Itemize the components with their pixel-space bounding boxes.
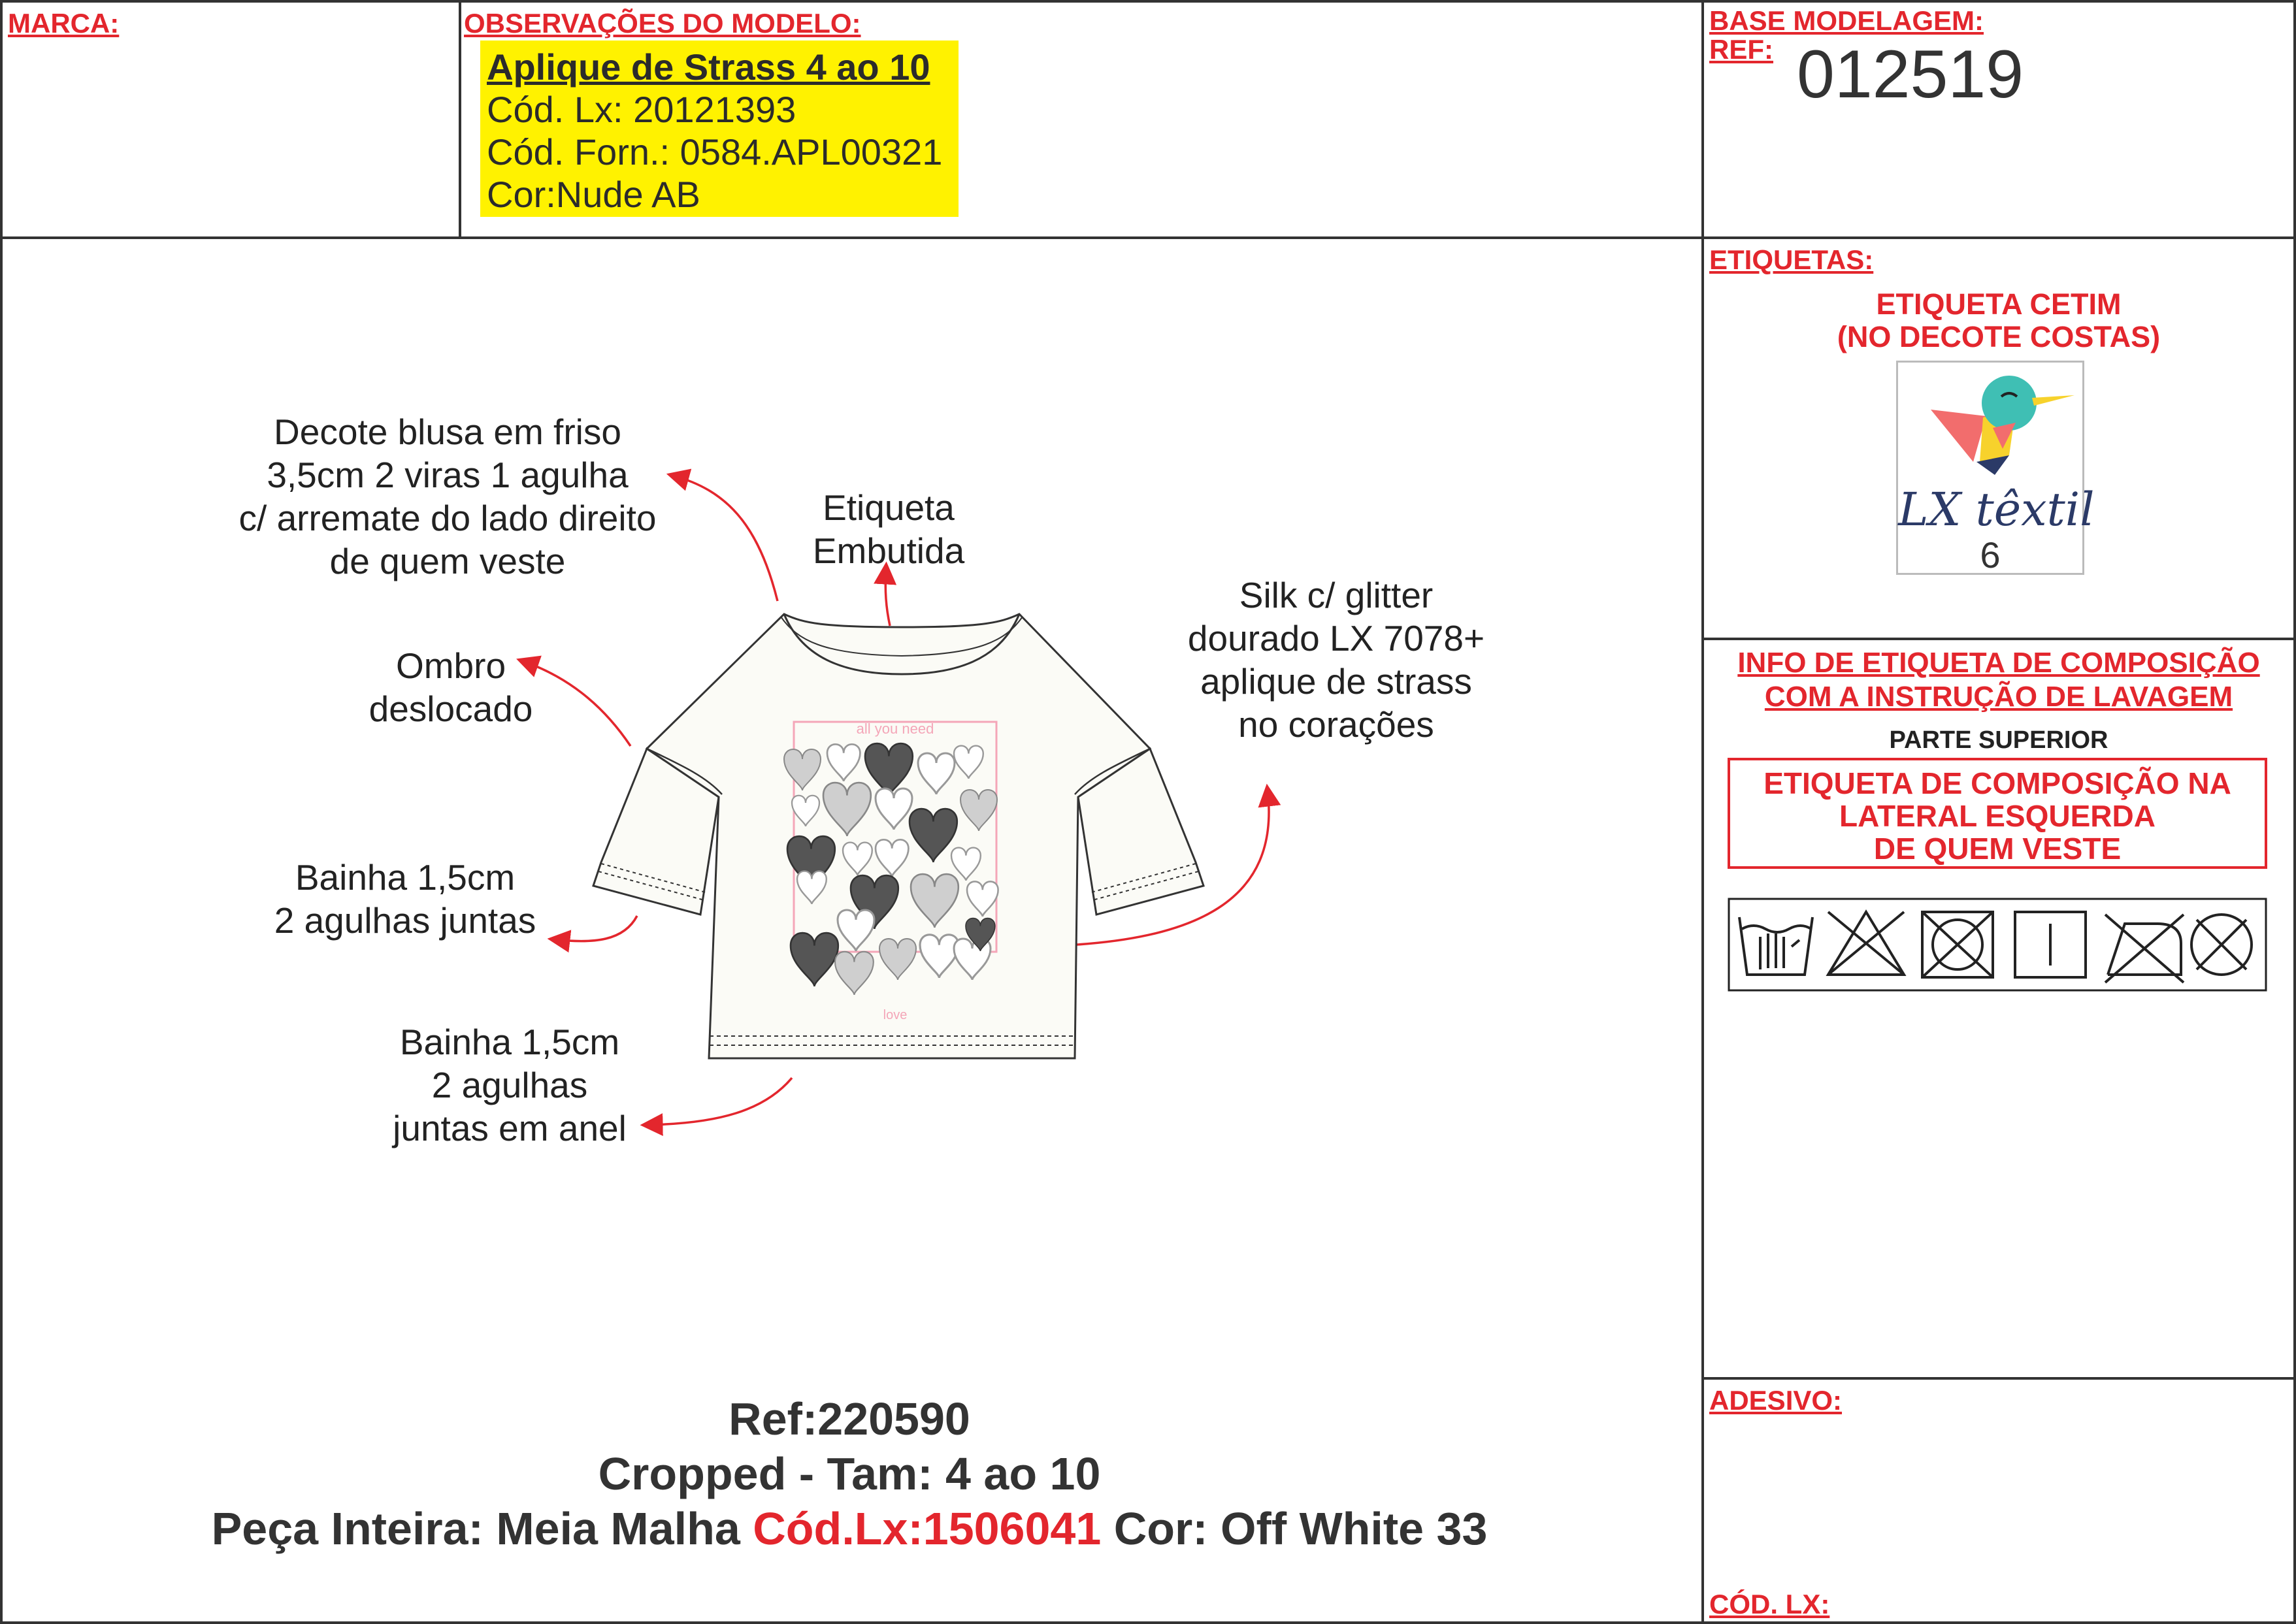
footer-model: Cropped - Tam: 4 ao 10 (598, 1448, 1101, 1499)
comp-line2: LATERAL ESQUERDA (1839, 799, 2156, 833)
footer-peca (0, 1502, 1699, 1555)
hummingbird-logo (1918, 370, 2075, 481)
label-size: 6 (1980, 534, 2001, 576)
cod-lx-label: CÓD. LX: (1709, 1589, 1830, 1619)
tshirt-drawing (588, 601, 1215, 1071)
parte-superior: PARTE SUPERIOR (1889, 726, 2108, 754)
footer-ref: Ref:220590 (729, 1393, 970, 1444)
ombro-note: Ombro deslocado (369, 645, 533, 729)
ref-value: 012519 (1797, 37, 2024, 112)
bainha-manga-note: Bainha 1,5cm 2 agulhas juntas (274, 857, 536, 941)
peca-suffix: Cor: Off White 33 (1101, 1503, 1488, 1554)
brand-label-tag (1896, 361, 2095, 576)
bainha-barra-note: Bainha 1,5cm 2 agulhas juntas em anel (393, 1022, 627, 1148)
marca-label: MARCA: (8, 8, 120, 39)
info-line1: INFO DE ETIQUETA DE COMPOSIÇÃO (1737, 647, 2260, 679)
cetim-line2: (NO DECOTE COSTAS) (1837, 320, 2161, 353)
care-symbols (1728, 898, 2267, 992)
ref-label: REF: (1709, 34, 1773, 65)
info-line2: COM A INSTRUÇÃO DE LAVAGEM (1764, 681, 2233, 713)
base-modelagem-label: BASE MODELAGEM: (1709, 5, 1984, 36)
obs-cor: Cor:Nude AB (487, 174, 700, 215)
print-top-text: all you need (856, 721, 934, 737)
peca-prefix: Peça Inteira: Meia Malha (211, 1503, 753, 1554)
obs-cod-lx: Cód. Lx: 20121393 (487, 89, 796, 130)
obs-title: Aplique de Strass 4 ao 10 (487, 46, 930, 88)
etiquetas-label: ETIQUETAS: (1709, 244, 1874, 275)
peca-code: Cód.Lx:1506041 (753, 1503, 1102, 1554)
cetim-line1: ETIQUETA CETIM (1876, 287, 2122, 321)
print-bottom-text: love (883, 1008, 908, 1022)
brand-logo-text: LX têxtil (1898, 483, 2095, 536)
silk-note: Silk c/ glitter dourado LX 7078+ aplique de strass no corações (1187, 575, 1485, 745)
observacoes-label: OBSERVAÇÕES DO MODELO: (464, 8, 861, 39)
etiqueta-embutida-note: Etiqueta Embutida (812, 487, 965, 571)
decote-note: Decote blusa em friso 3,5cm 2 viras 1 agulha c/ arremate do lado direito de quem veste (238, 412, 657, 581)
adesivo-label: ADESIVO: (1709, 1385, 1843, 1416)
comp-line3: DE QUEM VESTE (1873, 832, 2122, 866)
composicao-box (1728, 758, 2267, 869)
obs-cod-forn: Cód. Forn.: 0584.APL00321 (487, 131, 943, 172)
comp-line1: ETIQUETA DE COMPOSIÇÃO NA (1763, 766, 2231, 800)
